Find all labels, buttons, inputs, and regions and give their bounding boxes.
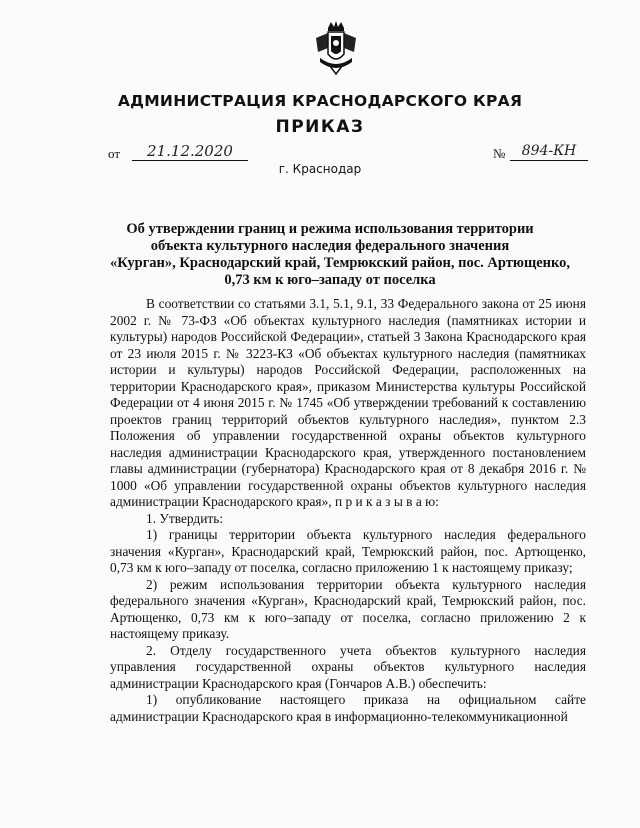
title-line: «Курган», Краснодарский край, Темрюкский район, пос. Артющенко, — [110, 255, 571, 271]
title-line: 0,73 км к юго–западу от поселка — [224, 272, 436, 288]
document-type: ПРИКАЗ — [275, 117, 365, 137]
coat-of-arms-icon — [312, 18, 360, 76]
title-line: объекта культурного наследия федерального значения — [150, 238, 510, 254]
document-title — [110, 221, 571, 289]
document-body — [110, 296, 586, 725]
paragraph: 2) режим использования территории объекта культурного наследия федерального значения «Курган», Краснодарский край, Темрюкский район, пос. Артющенко, 0,73 км к юго–западу от поселка, согласно приложению 2 к настоящему приказу. — [110, 576, 586, 641]
organization-name: АДМИНИСТРАЦИЯ КРАСНОДАРСКОГО КРАЯ — [117, 92, 523, 110]
paragraph: 1) границы территории объекта культурного наследия федерального значения «Курган», Краснодарский край, Темрюкский район, пос. Артющенко, 0,73 км к юго–западу от поселка, согласно приложению 1 к настоящему приказу; — [110, 527, 586, 575]
paragraph: 1) опубликование настоящего приказа на официальном сайте администрации Краснодарского края в информационно-телекоммуникационной — [110, 692, 586, 724]
title-line: Об утверждении границ и режима использования территории — [126, 221, 534, 237]
number-label: № — [493, 146, 506, 161]
city: г. Краснодар — [278, 162, 362, 176]
date-label: от — [108, 146, 121, 161]
paragraph: В соответствии со статьями 3.1, 5.1, 9.1, 33 Федерального закона от 25 июня 2002 г. № 73-ФЗ «Об объектах культурного наследия (памятниках истории и культуры) народов Российской Федерации», статьей 3 Закона Краснодарского края от 23 июля 2015 г. № 3223-КЗ «Об объектах культурного наследия (памятниках истории и культуры) народов Российской Федерации, расположенных на территории Краснодарского края», приказом Министерства культуры Российской Федерации от 4 июня 2015 г. № 1745 «Об утверждении требований к составлению проектов границ территорий объектов культурного наследия», пунктом 2.3 Положения об управлении государственной охраны объектов культурного наследия администрации Краснодарского края, утвержденного постановлением главы администрации (губернатора) Краснодарского края от 8 декабря 2016 г. № 1000 «Об управлении государственной охраны объектов культурного наследия администрации Краснодарского края», п р и к а з ы в а ю: — [110, 296, 586, 509]
paragraph: 1. Утвердить: — [146, 510, 224, 526]
paragraph: 2. Отделу государственного учета объектов культурного наследия управления государственной охраны объектов культурного наследия администрации Краснодарского края (Гончаров А.В.) обеспечить: — [110, 642, 586, 691]
document-number: 894-КН — [510, 142, 588, 161]
document-date: 21.12.2020 — [132, 142, 248, 161]
